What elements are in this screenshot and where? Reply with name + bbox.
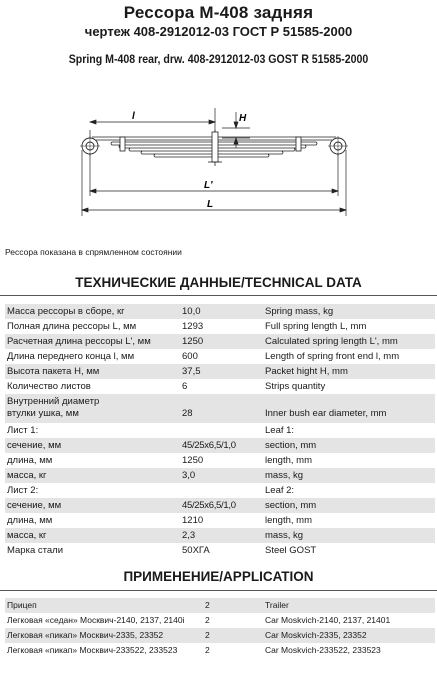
param-en: Full spring length L, mm [265, 321, 367, 332]
param-en: mass, kg [265, 470, 304, 481]
param-value: 6 [182, 381, 188, 392]
param-ru-line2: втулки ушка, мм [7, 408, 79, 419]
drawing-number-ru: чертеж 408-2912012-03 ГОСТ Р 51585-2000 [84, 24, 353, 39]
param-ru: длина, мм [7, 455, 53, 466]
application-table [5, 598, 435, 658]
vehicle-en: Trailer [265, 600, 289, 610]
param-en: Calculated spring length L', mm [265, 336, 398, 347]
divider [0, 295, 437, 296]
spring-drawing [0, 92, 437, 222]
table-row [5, 453, 435, 468]
table-row [5, 543, 435, 558]
param-ru: длина, мм [7, 515, 53, 526]
param-ru: сечение, мм [7, 500, 62, 511]
param-value: 1250 [182, 336, 204, 347]
table-row [5, 394, 435, 423]
vehicle-ru: Прицеп [7, 600, 37, 610]
title-en: Spring M-408 rear, drw. 408-2912012-03 GOST R 51585-2000 [68, 54, 369, 66]
param-value: 600 [182, 351, 198, 362]
left-eye [80, 136, 100, 156]
table-row [5, 528, 435, 543]
param-ru: Лист 1: [7, 425, 39, 436]
param-value: 1250 [182, 455, 204, 466]
table-row [5, 498, 435, 513]
divider [0, 590, 437, 591]
table-row [5, 628, 435, 643]
param-value: 45/25х6,5/1,0 [182, 440, 236, 451]
table-row [5, 438, 435, 453]
param-en: Packet hight H, mm [265, 366, 348, 377]
param-value: 28 [182, 408, 193, 419]
param-ru: Полная длина рессоры L, мм [7, 321, 137, 332]
param-en: Strips quantity [265, 381, 326, 392]
param-ru: Лист 2: [7, 485, 39, 496]
spring-body [92, 130, 336, 166]
quantity: 2 [205, 615, 210, 625]
param-ru: сечение, мм [7, 440, 62, 451]
param-en: length, mm [265, 515, 312, 526]
tech-data-table [5, 304, 435, 558]
tech-data-heading: ТЕХНИЧЕСКИЕ ДАННЫЕ/TECHNICAL DATA [75, 275, 362, 290]
param-en: section, mm [265, 440, 317, 451]
table-row [5, 643, 435, 658]
param-ru: Длина переднего конца l, мм [7, 351, 135, 362]
param-value: 50ХГА [182, 545, 210, 556]
vehicle-ru: Легковая «пикап» Москвич-233522, 233523 [7, 645, 178, 655]
param-value: 45/25х6,5/1,0 [182, 500, 236, 511]
param-value: 10,0 [182, 306, 201, 317]
quantity: 2 [205, 630, 210, 640]
param-en: length, mm [265, 455, 312, 466]
label-h: H [239, 113, 247, 124]
drawing-note: Рессора показана в спрямленном состоянии [5, 247, 182, 257]
vehicle-en: Car Moskvich-233522, 233523 [265, 645, 381, 655]
table-row [5, 304, 435, 319]
param-ru: Внутренний диаметр [7, 396, 100, 407]
param-value: 1210 [182, 515, 204, 526]
table-row [5, 364, 435, 379]
vehicle-ru: Легковая «седан» Москвич-2140, 2137, 2140i [7, 615, 185, 625]
right-eye [328, 136, 348, 156]
table-row [5, 423, 435, 438]
param-ru: Масса рессоры в сборе, кг [7, 306, 125, 317]
label-lprime: L' [204, 180, 213, 191]
label-l: l [132, 111, 135, 122]
param-ru: масса, кг [7, 530, 47, 541]
param-en: Leaf 1: [265, 425, 295, 436]
table-row [5, 598, 435, 613]
param-value: 37,5 [182, 366, 201, 377]
table-row [5, 334, 435, 349]
table-row [5, 468, 435, 483]
param-value: 1293 [182, 321, 204, 332]
param-ru: Количество листов [7, 381, 91, 392]
param-ru: Марка стали [7, 545, 64, 556]
vehicle-ru: Легковая «пикап» Москвич-2335, 23352 [7, 630, 164, 640]
param-en: Inner bush ear diameter, mm [265, 408, 387, 419]
param-ru: Высота пакета H, мм [7, 366, 100, 377]
application-heading: ПРИМЕНЕНИЕ/APPLICATION [123, 569, 314, 584]
dimension-l [90, 108, 215, 140]
quantity: 2 [205, 645, 210, 655]
table-row [5, 613, 435, 628]
param-value: 3,0 [182, 470, 196, 481]
title-ru: Рессора М-408 задняя [123, 3, 314, 22]
param-en: Leaf 2: [265, 485, 295, 496]
vehicle-en: Car Moskvich-2140, 2137, 21401 [265, 615, 391, 625]
param-ru: Расчетная длина рессоры L', мм [7, 336, 151, 347]
param-en: mass, kg [265, 530, 304, 541]
table-row [5, 349, 435, 364]
table-row [5, 513, 435, 528]
label-L: L [207, 199, 214, 210]
table-row [5, 379, 435, 394]
param-ru: масса, кг [7, 470, 47, 481]
param-en: Steel GOST [265, 545, 317, 556]
param-en: Spring mass, kg [265, 306, 334, 317]
param-en: Length of spring front end l, mm [265, 351, 400, 362]
vehicle-en: Car Moskvich-2335, 23352 [265, 630, 367, 640]
quantity: 2 [205, 600, 210, 610]
param-en: section, mm [265, 500, 317, 511]
param-value: 2,3 [182, 530, 196, 541]
table-row [5, 483, 435, 498]
table-row [5, 319, 435, 334]
